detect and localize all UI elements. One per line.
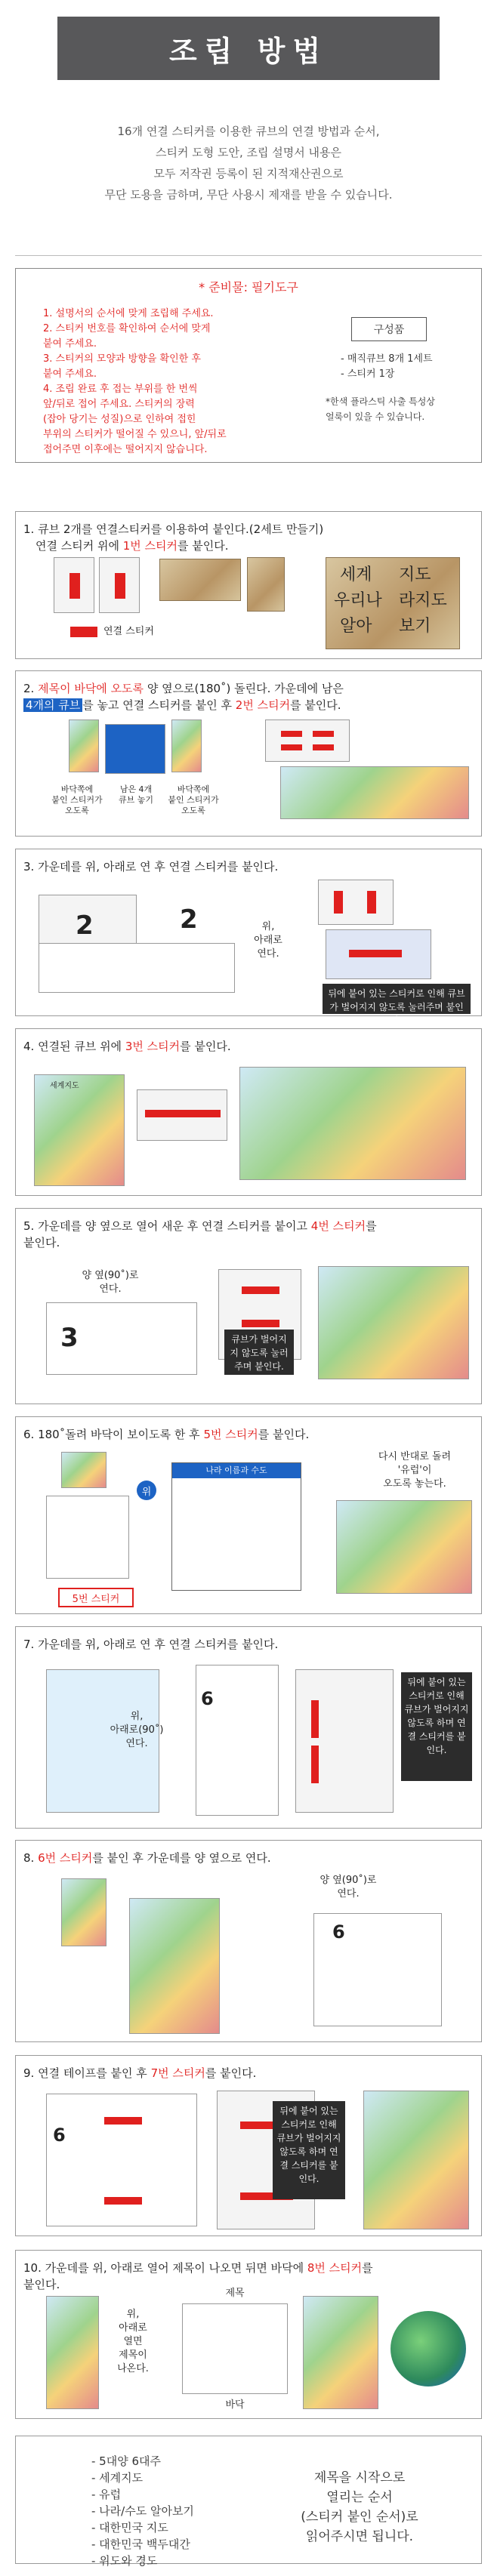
- text: 오도록 놓는다.: [383, 1478, 446, 1490]
- map-image: [129, 1898, 220, 2034]
- prep-item: 붙여 주세요.: [43, 338, 97, 350]
- text: 아래로: [119, 2322, 147, 2334]
- text: 를 붙인다.: [290, 698, 341, 712]
- text: 열리는 순서: [326, 2490, 393, 2505]
- map-image: [247, 557, 285, 612]
- capital-table: [171, 1462, 301, 1591]
- prep-item: 붙여 주세요.: [43, 368, 97, 380]
- text: 오도록: [181, 806, 205, 815]
- content-item: - 유럽: [91, 2488, 122, 2501]
- content-item: - 5대양 6대주: [91, 2454, 161, 2468]
- cube-image: [54, 557, 94, 613]
- text: 큐브 놓기: [118, 795, 153, 805]
- cube-number: 6: [53, 2125, 66, 2146]
- text: 아래로: [254, 935, 282, 946]
- cube-image: [137, 1089, 227, 1141]
- text: 나온다.: [117, 2363, 149, 2374]
- step-5-text: [23, 1218, 474, 1251]
- globe-image: [390, 2311, 466, 2386]
- kit-note: [326, 394, 435, 424]
- cube-number: 6: [332, 1921, 345, 1943]
- content-item: - 대한민국 지도: [91, 2521, 168, 2534]
- text: 연다.: [257, 948, 279, 960]
- text: 남은 4개: [119, 784, 153, 794]
- step-3: [15, 849, 482, 1026]
- prep-item: 3. 스티커의 모양과 방향을 확인한 후: [43, 353, 201, 365]
- text: '유럽'이: [397, 1465, 432, 1476]
- cube-image: [99, 557, 140, 613]
- cube-image: [318, 880, 394, 925]
- cube-diagram: [182, 2303, 288, 2394]
- cube-diagram: [196, 1665, 279, 1816]
- kit-note-line: 얼룩이 있을 수 있습니다.: [326, 411, 425, 422]
- divider: [15, 255, 482, 256]
- prep-item: 앞/뒤로 접어 주세요. 스티커의 장력: [43, 399, 195, 410]
- content-list: [91, 2453, 194, 2569]
- label-bottom: 바닥: [225, 2399, 245, 2411]
- cube-diagram: [39, 904, 235, 993]
- label: [167, 784, 220, 816]
- preparation-box: [15, 268, 482, 463]
- step-10: [15, 2250, 482, 2419]
- text: 연결 스티커 위에: [36, 539, 123, 553]
- cube-number: 2: [180, 904, 198, 935]
- text: 위,: [126, 2309, 140, 2320]
- map-image: [303, 2296, 378, 2409]
- step-4-text: [23, 1038, 474, 1055]
- map-image: [159, 559, 241, 601]
- sticker-ref: 3번 스티커: [125, 1040, 181, 1053]
- intro-line: 무단 도용을 금하며, 무단 사용시 제재를 받을 수 있습니다.: [104, 188, 393, 202]
- kit-title: 구성품: [351, 317, 427, 341]
- cover-text: 지도: [399, 565, 431, 584]
- prep-item: (잡아 당기는 성질)으로 인하여 접힌: [43, 414, 196, 425]
- highlight: 제목이 바닥에 오도록: [38, 682, 144, 695]
- label-top: 제목: [225, 2288, 245, 2299]
- cube-diagram: [46, 2094, 197, 2226]
- step-8-text: [23, 1850, 474, 1866]
- text: 8.: [23, 1851, 39, 1865]
- content-item: - 나라/수도 알아보기: [91, 2504, 194, 2518]
- text: 2.: [23, 682, 39, 695]
- prep-item: 2. 스티커 번호를 확인하여 순서에 맞게: [43, 323, 211, 334]
- cover-text: 보기: [399, 617, 431, 636]
- kit-item: - 스티커 1장: [341, 368, 395, 380]
- sticker-legend-swatch: [70, 627, 97, 637]
- cube-image: [326, 929, 431, 979]
- kit-note-line: *한색 플라스틱 사출 특성상: [326, 396, 435, 407]
- reading-note: [291, 2468, 428, 2547]
- kit-item: - 매직큐브 8개 1세트: [341, 353, 433, 365]
- step-3-text: 3. 가운데를 위, 아래로 연 후 연결 스티커를 붙인다.: [23, 860, 279, 874]
- text: 를 놓고 연결 스티커를 붙인 후: [82, 698, 236, 712]
- note: 큐브가 벌어지지 않도록 눌러주며 붙인다.: [224, 1330, 294, 1375]
- kit-items: [341, 352, 433, 382]
- text: 바닥쪽에: [177, 784, 210, 794]
- text: 양 옆(90˚)로: [320, 1875, 377, 1886]
- sticker-ref: 8번 스티커: [307, 2261, 363, 2275]
- sticker-ref: 1번 스티커: [122, 539, 178, 553]
- text: 연다.: [99, 1283, 122, 1295]
- cover-text: 세계: [340, 565, 372, 584]
- text: 붙인 스티커가: [168, 795, 219, 805]
- step-7: [15, 1626, 482, 1829]
- step-2: [15, 670, 482, 837]
- copyright-notice: [47, 121, 450, 205]
- map-image: [61, 1878, 106, 1946]
- highlight: 4개의 큐브: [23, 698, 82, 712]
- text: 를 붙인다.: [178, 539, 229, 553]
- sticker-ref: 5번 스티커: [203, 1428, 258, 1441]
- step-4: [15, 1028, 482, 1196]
- step-7-text: 7. 가운데를 위, 아래로 연 후 연결 스티커를 붙인다.: [23, 1638, 279, 1651]
- cover-text: 우리나: [334, 591, 382, 610]
- instruction-label: [106, 1710, 167, 1751]
- step-text-line: 1. 큐브 2개를 연결스티커를 이용하여 붙인다.(2세트 만들기): [23, 522, 324, 536]
- step-5: [15, 1208, 482, 1404]
- table-title: 나라 이름과 수도: [172, 1463, 301, 1478]
- title-bar: [57, 17, 440, 80]
- sticker-ref: 7번 스티커: [150, 2066, 205, 2080]
- text: 연다.: [125, 1738, 148, 1749]
- content-item: - 대한민국 백두대간: [91, 2537, 190, 2551]
- legend-label: 연결 스티커: [103, 626, 154, 637]
- map-title: 세계지도: [50, 1082, 79, 1090]
- step-8: [15, 1840, 482, 2042]
- cube-number: 3: [60, 1323, 79, 1353]
- prep-item: 접어주면 이후에는 떨어지지 않습니다.: [43, 444, 208, 455]
- text: (스티커 붙인 순서)로: [301, 2510, 418, 2525]
- text: 붙인다.: [23, 2278, 60, 2291]
- text: 바닥쪽에: [60, 784, 94, 794]
- cube-diagram: [46, 1302, 197, 1375]
- text: 위,: [261, 921, 275, 932]
- text: 제목을 시작으로: [313, 2470, 406, 2485]
- sticker-ref: 6번 스티커: [38, 1851, 93, 1865]
- text: 양 옆(90˚)로: [82, 1270, 139, 1281]
- map-image: [318, 1266, 469, 1379]
- instruction-label: [106, 2308, 159, 2376]
- step-9-text: [23, 2065, 474, 2081]
- step-2-text: [23, 680, 474, 713]
- instruction-label: [362, 1450, 468, 1491]
- step-1-text: [23, 521, 474, 554]
- text: 를 붙인 후 가운데를 양 옆으로 연다.: [92, 1851, 271, 1865]
- cover-text: 알아: [340, 617, 372, 636]
- cube-number: 6: [201, 1688, 214, 1709]
- sticker-ref: 4번 스티커: [310, 1219, 366, 1233]
- prep-list: [43, 307, 292, 458]
- map-image: [61, 1452, 106, 1488]
- instruction-label: [69, 1269, 152, 1296]
- map-image: [280, 766, 469, 819]
- cube-number: 2: [76, 911, 94, 941]
- label: [110, 784, 162, 806]
- text: 읽어주시면 됩니다.: [305, 2529, 414, 2544]
- text: 6. 180˚돌려 바닥이 보이도록 한 후: [23, 1428, 204, 1441]
- text: 위,: [130, 1711, 144, 1722]
- cube-diagram: [313, 1913, 442, 2026]
- map-image: [46, 2296, 99, 2409]
- intro-line: 16개 연결 스티커를 이용한 큐브의 연결 방법과 순서,: [117, 125, 380, 138]
- cube-image: [171, 719, 202, 772]
- cube-image: [265, 719, 350, 762]
- text: 를 붙인다.: [258, 1428, 310, 1441]
- text: 를 붙인다.: [205, 2066, 257, 2080]
- text: 다시 반대로 돌려: [378, 1451, 452, 1462]
- text: 연다.: [337, 1888, 360, 1900]
- page-title: 조립 방법: [168, 34, 329, 68]
- map-image: [336, 1500, 472, 1594]
- step-6: [15, 1416, 482, 1614]
- content-item: - 위도와 경도: [91, 2554, 158, 2568]
- text: 오도록: [65, 806, 89, 815]
- text: 를: [362, 2261, 373, 2275]
- intro-line: 모두 저작권 등록이 된 지적재산권으로: [153, 167, 344, 180]
- map-image: [34, 1074, 125, 1186]
- step-9: [15, 2055, 482, 2236]
- note: 뒤에 붙어 있는 스티커로 인해 큐브가 벌어지지 않도록 눌러주며 붙인다.: [323, 984, 471, 1014]
- up-marker: 위: [137, 1481, 156, 1500]
- text: 붙인 스티커가: [51, 795, 103, 805]
- sticker-badge: 5번 스티커: [58, 1588, 134, 1607]
- text: 열면: [123, 2336, 143, 2347]
- cube-image: [295, 1669, 394, 1813]
- cube-image: [105, 724, 165, 774]
- intro-line: 스티커 도형 도안, 조립 설명서 내용은: [156, 146, 341, 159]
- prep-item: 4. 조립 완료 후 접는 부위를 한 번씩: [43, 384, 198, 395]
- prep-item: 1. 설명서의 순서에 맞게 조립해 주세요.: [43, 308, 214, 319]
- text: 제목이: [119, 2350, 147, 2361]
- text: 붙인다.: [23, 1236, 60, 1249]
- cube-image: [69, 719, 99, 772]
- map-image: [363, 2091, 469, 2229]
- label: [51, 784, 103, 816]
- prep-title: * 준비물: 필기도구: [199, 280, 298, 294]
- summary-box: [15, 2436, 482, 2568]
- text: 4. 연결된 큐브 위에: [23, 1040, 125, 1053]
- text: 아래로(90˚): [110, 1724, 164, 1736]
- text: 양 옆으로(180˚) 돌린다. 가운데에 남은: [144, 682, 344, 695]
- note: 뒤에 붙어 있는 스티커로 인해 큐브가 벌어지지 않도록 하며 연결 스티커를 붙인다.: [273, 2101, 345, 2199]
- step-1: [15, 511, 482, 659]
- step-6-text: [23, 1426, 474, 1443]
- cover-text: 라지도: [399, 591, 447, 610]
- prep-item: 부위의 스티커가 떨어질 수 있으니, 앞/뒤로: [43, 429, 227, 440]
- text: 9. 연결 테이프를 붙인 후: [23, 2066, 151, 2080]
- note: 뒤에 붙어 있는 스티커로 인해 큐브가 벌어지지 않도록 하며 연결 스티커를 붙인다.: [401, 1672, 472, 1781]
- text: 를: [366, 1219, 377, 1233]
- instruction-label: [303, 1874, 394, 1901]
- map-image: [239, 1067, 466, 1180]
- text: 5. 가운데를 양 옆으로 열어 새운 후 연결 스티커를 붙이고: [23, 1219, 311, 1233]
- sticker-ref: 2번 스티커: [235, 698, 291, 712]
- instruction-label: [245, 920, 291, 961]
- cube-diagram: [46, 1496, 129, 1579]
- text: 10. 가운데를 위, 아래로 열어 제목이 나오면 뒤면 바닥에: [23, 2261, 307, 2275]
- cover-image: [326, 557, 460, 649]
- content-item: - 세계지도: [91, 2471, 144, 2485]
- step-text-line: [23, 538, 474, 554]
- text: 를 붙인다.: [180, 1040, 231, 1053]
